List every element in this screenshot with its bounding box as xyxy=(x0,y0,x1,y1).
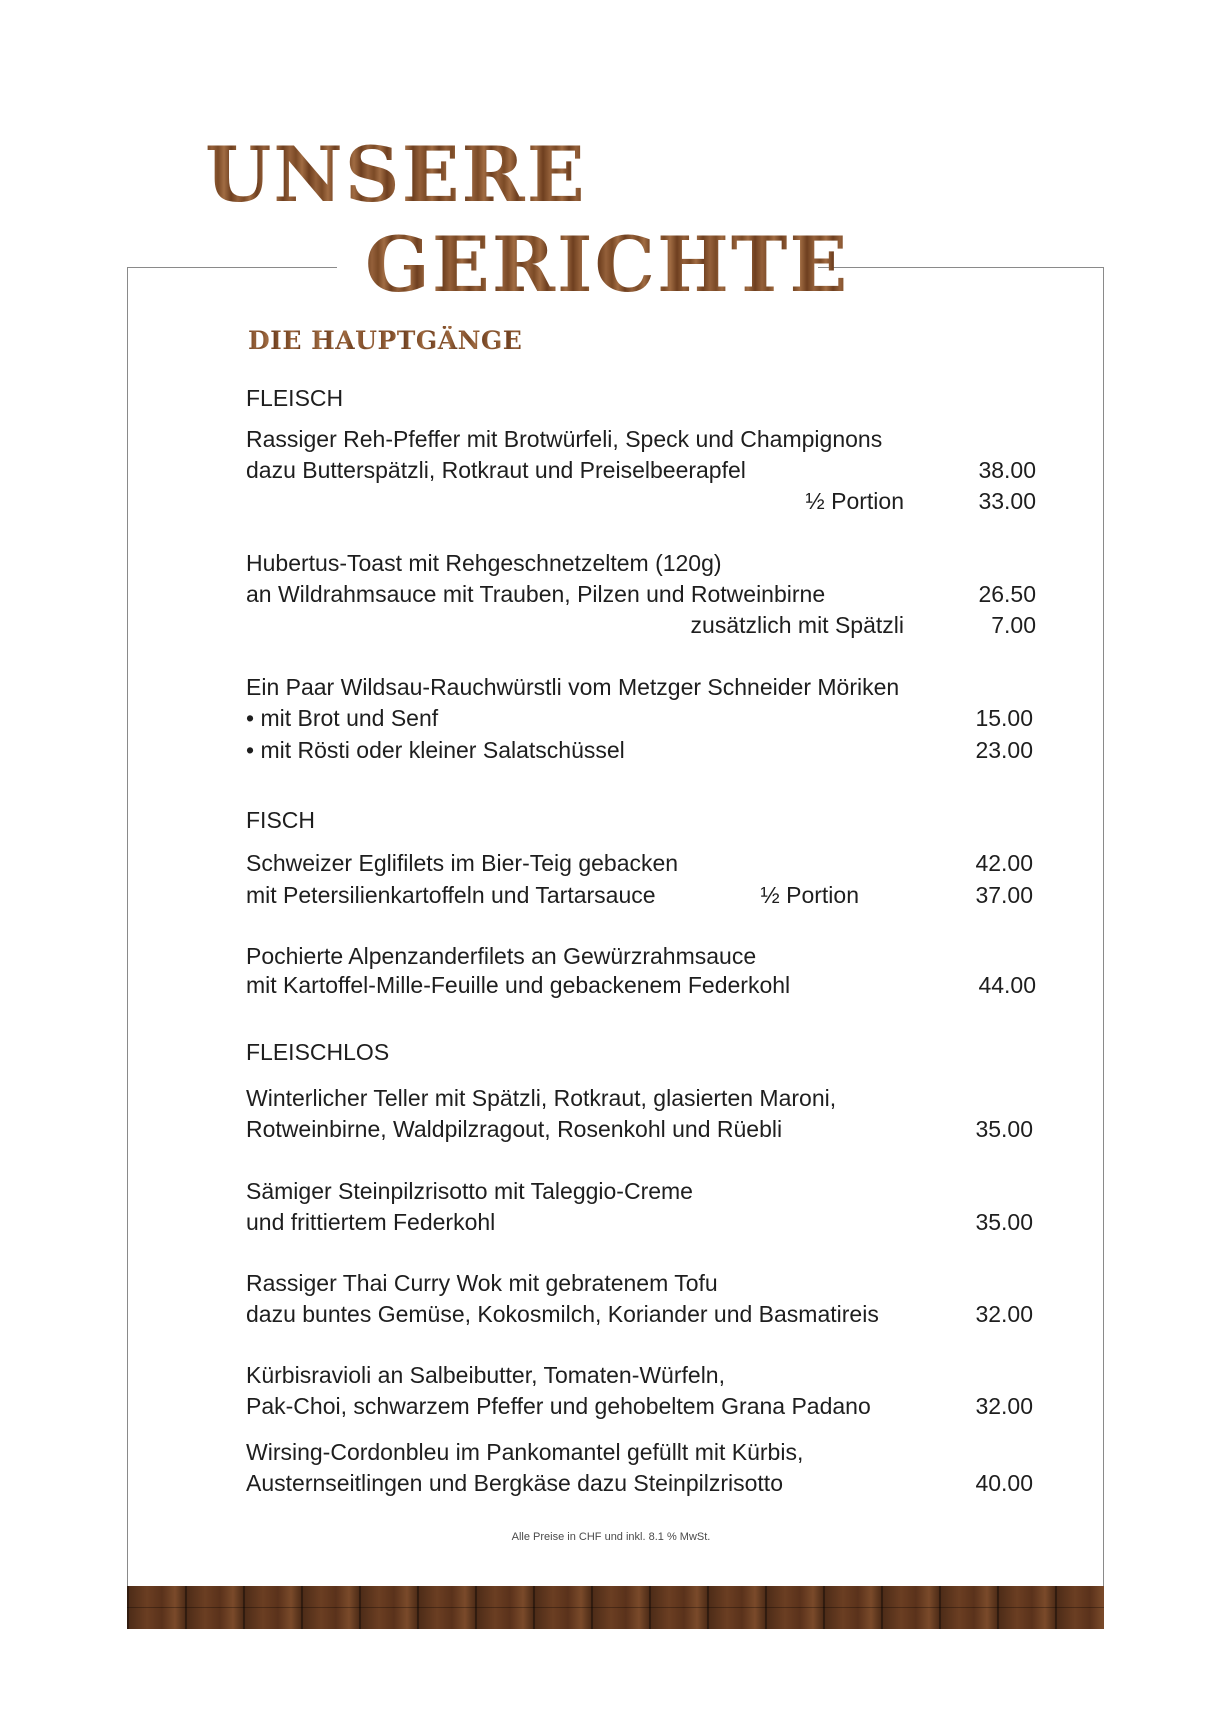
dish-description: Rassiger Thai Curry Wok mit gebratenem Tofu xyxy=(246,1270,718,1296)
dish-price: 32.00 xyxy=(975,1301,1033,1327)
page-subtitle: DIE HAUPTGÄNGE xyxy=(248,326,523,355)
dish-description: Pak-Choi, schwarzem Pfeffer und gehobeltem Grana Padano xyxy=(246,1393,871,1419)
dish-description: Rassiger Reh-Pfeffer mit Brotwürfeli, Speck und Champignons xyxy=(246,426,883,452)
dish-description: Rotweinbirne, Waldpilzragout, Rosenkohl und Rüebli xyxy=(246,1116,783,1142)
dish-option: • mit Brot und Senf xyxy=(246,705,439,731)
option-price: 23.00 xyxy=(975,737,1033,763)
dish-description: Sämiger Steinpilzrisotto mit Taleggio-Creme xyxy=(246,1178,693,1204)
portion-note: ½ Portion xyxy=(805,488,904,514)
dish-price: 26.50 xyxy=(978,581,1036,607)
dish-description: Schweizer Eglifilets im Bier-Teig gebacken xyxy=(246,850,679,876)
frame-top-line-left xyxy=(127,267,337,268)
dish-price: 38.00 xyxy=(978,457,1036,483)
option-price: 15.00 xyxy=(975,705,1033,731)
dish-description: dazu Butterspätzli, Rotkraut und Preiselbeerapfel xyxy=(246,457,746,483)
dish-description: an Wildrahmsauce mit Trauben, Pilzen und Rotweinbirne xyxy=(246,581,826,607)
portion-price: 37.00 xyxy=(975,882,1033,908)
section-heading-fleischlos: FLEISCHLOS xyxy=(246,1039,390,1065)
dish-price: 44.00 xyxy=(978,972,1036,998)
dish-price: 40.00 xyxy=(975,1470,1033,1496)
dish-description: mit Petersilienkartoffeln und Tartarsauce xyxy=(246,882,656,908)
page-title-line2: GERICHTE xyxy=(365,220,850,309)
section-heading-fisch: FISCH xyxy=(246,807,315,833)
dish-description: Wirsing-Cordonbleu im Pankomantel gefüllt mit Kürbis, xyxy=(246,1439,804,1465)
dish-description: Winterlicher Teller mit Spätzli, Rotkraut, glasierten Maroni, xyxy=(246,1085,837,1111)
portion-price: 33.00 xyxy=(978,488,1036,514)
dish-price: 32.00 xyxy=(975,1393,1033,1419)
page-title-line1: UNSERE xyxy=(205,130,587,219)
dish-description: Hubertus-Toast mit Rehgeschnetzeltem (120g) xyxy=(246,550,722,576)
portion-note: ½ Portion xyxy=(760,882,859,908)
wood-footer-bar xyxy=(127,1586,1104,1629)
extra-price: 7.00 xyxy=(991,612,1036,638)
dish-description: Ein Paar Wildsau-Rauchwürstli vom Metzger Schneider Möriken xyxy=(246,674,900,700)
dish-description: und frittiertem Federkohl xyxy=(246,1209,496,1235)
extra-note: zusätzlich mit Spätzli xyxy=(690,612,904,638)
dish-description: mit Kartoffel-Mille-Feuille und gebackenem Federkohl xyxy=(246,972,791,998)
frame-top-line-right xyxy=(818,267,1104,268)
section-heading-fleisch: FLEISCH xyxy=(246,385,344,411)
dish-description: Austernseitlingen und Bergkäse dazu Steinpilzrisotto xyxy=(246,1470,783,1496)
price-footnote: Alle Preise in CHF und inkl. 8.1 % MwSt. xyxy=(511,1531,711,1543)
dish-description: Pochierte Alpenzanderfilets an Gewürzrahmsauce xyxy=(246,943,757,969)
dish-option: • mit Rösti oder kleiner Salatschüssel xyxy=(246,737,625,763)
dish-description: Kürbisravioli an Salbeibutter, Tomaten-Würfeln, xyxy=(246,1362,725,1388)
dish-price: 35.00 xyxy=(975,1116,1033,1142)
dish-price: 35.00 xyxy=(975,1209,1033,1235)
dish-price: 42.00 xyxy=(975,850,1033,876)
dish-description: dazu buntes Gemüse, Kokosmilch, Koriander und Basmatireis xyxy=(246,1301,879,1327)
